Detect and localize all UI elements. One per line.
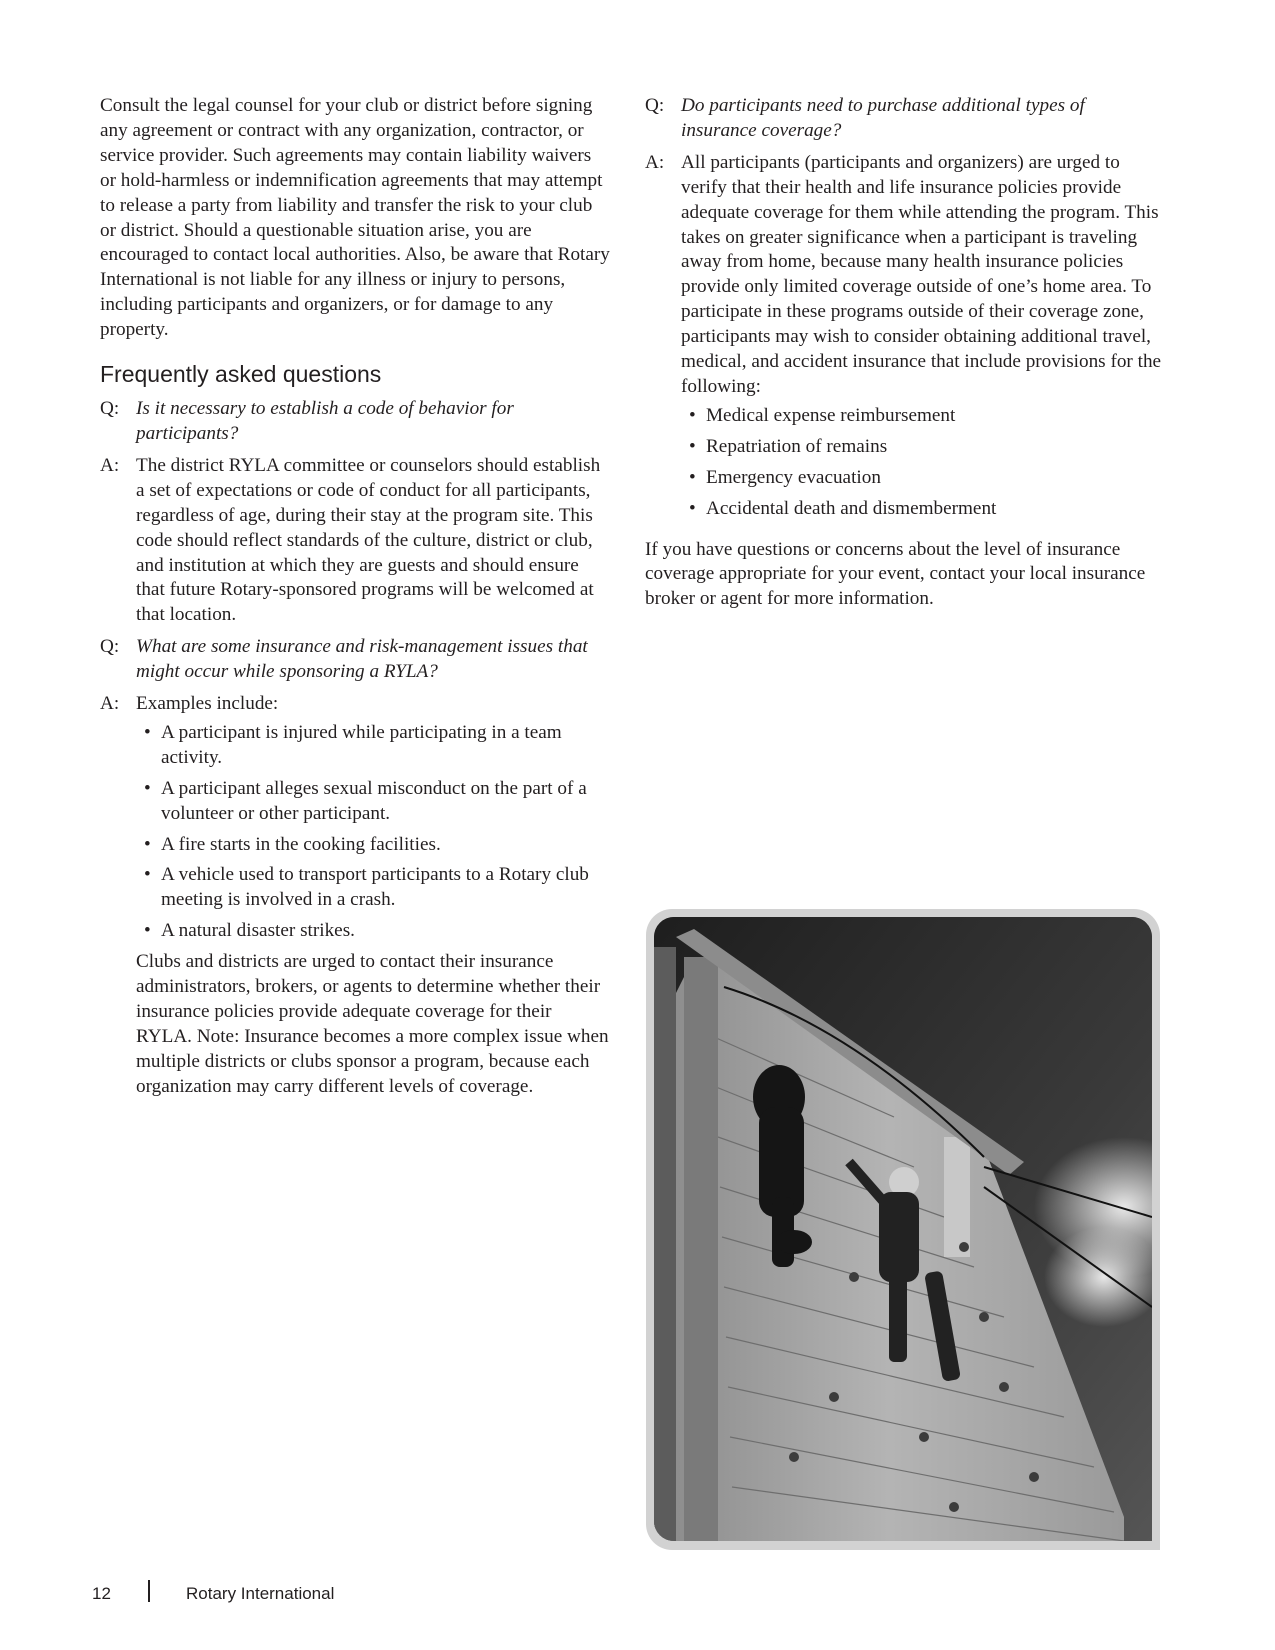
list-item: • A vehicle used to transport participants to a Rotary club meeting is involved in a crash.: [136, 863, 610, 913]
list-item: • Medical expense reimbursement: [681, 404, 1165, 429]
question-1-text: Is it necessary to establish a code of behavior for participants?: [136, 398, 514, 444]
a-label: A:: [100, 693, 120, 715]
right-column: [645, 94, 1165, 612]
climbing-wall-illustration: [654, 917, 1152, 1541]
list-item: • A fire starts in the cooking facilities.: [136, 833, 610, 858]
list-item: • A participant is injured while participating in a team activity.: [136, 721, 610, 771]
answer-1: [100, 454, 610, 628]
risk-examples-list: [136, 721, 610, 944]
post-left: [684, 957, 718, 1541]
faq-heading: Frequently asked questions: [100, 361, 382, 388]
question-2: [100, 635, 610, 685]
q-label: Q:: [100, 636, 120, 658]
answer-2-body: [136, 692, 610, 1100]
photo-frame: [646, 909, 1160, 1550]
footer-divider: [148, 1580, 150, 1602]
closing-paragraph: If you have questions or concerns about the level of insurance coverage appropriate for your event, contact your local insurance broker or agent for more information.: [645, 538, 1146, 610]
coverage-list: [681, 404, 1165, 522]
answer-3-text: All participants (participants and organizers) are urged to verify that their health and life insurance policies provide adequate coverage for them while attending the program. This takes on greater significance when a participant is traveling away from home, because many health insurance policies provide only limited coverage outside of one’s home area. To participate in these programs outside of their coverage zone, participants may wish to consider obtaining additional travel, medical, and accident insurance that include provisions for the following:: [681, 151, 1162, 397]
page-footer: [92, 1584, 335, 1604]
answer-1-text: The district RYLA committee or counselors should establish a set of expectations or code of conduct for all participants, regardless of age, during their stay at the program site. This code should reflect standards of the culture, district or club, and institution at which they are guests and should ensure that future Rotary-sponsored programs will be welcomed at that location.: [136, 454, 601, 626]
list-item: • Emergency evacuation: [681, 466, 1165, 491]
list-item: • A natural disaster strikes.: [136, 919, 610, 944]
left-column: [100, 94, 610, 1107]
a-label: A:: [645, 151, 665, 173]
answer-2: [100, 692, 610, 1100]
list-item: • Repatriation of remains: [681, 435, 1165, 460]
question-2-text: What are some insurance and risk-management issues that might occur while sponsoring a RYLA?: [136, 636, 588, 683]
post-edge: [654, 947, 676, 1541]
list-item: • Accidental death and dismemberment: [681, 497, 1165, 522]
climbing-wall-photo: [654, 917, 1152, 1541]
q-label: Q:: [645, 95, 665, 116]
question-1: [100, 397, 610, 447]
answer-2-intro: Examples include:: [136, 693, 279, 715]
question-3: [645, 94, 1165, 144]
question-3-text: Do participants need to purchase additional types of insurance coverage?: [681, 95, 1085, 141]
post-right: [944, 1137, 970, 1257]
list-item: • A participant alleges sexual misconduct on the part of a volunteer or other participant.: [136, 777, 610, 827]
publisher-name: Rotary International: [186, 1584, 335, 1603]
a-label: A:: [100, 454, 120, 476]
page-number: 12: [92, 1584, 111, 1603]
intro-paragraph: Consult the legal counsel for your club or district before signing any agreement or contract with any organization, contractor, or service provider. Such agreements may contain liability waivers or hold-harmless or indemnification agreements that may attempt to release a party from liability and transfer the risk to your club or district. Should a questionable situation arise, you are encouraged to contact local authorities. Also, be aware that Rotary International is not liable for any illness or injury to persons, including participants and organizers, or for damage to any property.: [100, 95, 610, 341]
answer-3: [645, 151, 1165, 528]
q-label: Q:: [100, 398, 120, 420]
answer-2-closing: Clubs and districts are urged to contact their insurance administrators, brokers, or agents to determine whether their insurance policies provide adequate coverage for their RYLA. Note: Insurance becomes a more complex issue when multiple districts or clubs sponsor a program, because each organization may carry different levels of coverage.: [136, 951, 609, 1097]
answer-3-body: [681, 151, 1165, 528]
